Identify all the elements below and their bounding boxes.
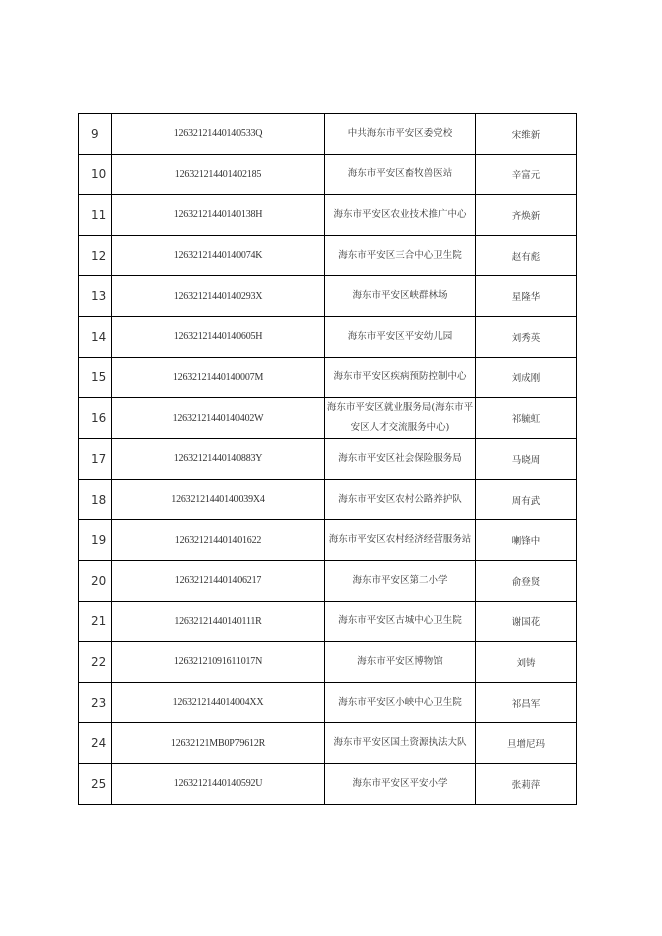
row-number: 9 bbox=[79, 114, 112, 155]
organization-cell: 海东市平安区畜牧兽医站 bbox=[325, 154, 476, 195]
row-number: 21 bbox=[79, 601, 112, 642]
credit-code-cell: 12632121440140402W bbox=[112, 398, 325, 439]
credit-code-cell: 12632121440140007M bbox=[112, 357, 325, 398]
credit-code-cell: 126321214401401622 bbox=[112, 520, 325, 561]
row-number: 22 bbox=[79, 642, 112, 683]
legal-representative-cell: 旦增尼玛 bbox=[476, 723, 577, 764]
legal-representative-cell: 张莉萍 bbox=[476, 763, 577, 804]
credit-code-cell: 12632121440140293X bbox=[112, 276, 325, 317]
row-number: 25 bbox=[79, 763, 112, 804]
table-row bbox=[79, 642, 577, 683]
organization-cell: 海东市平安区平安小学 bbox=[325, 763, 476, 804]
organization-cell: 海东市平安区国土资源执法大队 bbox=[325, 723, 476, 764]
table-body bbox=[79, 114, 577, 805]
credit-code-cell: 12632121440140074K bbox=[112, 235, 325, 276]
organization-cell: 海东市平安区疾病预防控制中心 bbox=[325, 357, 476, 398]
row-number: 20 bbox=[79, 560, 112, 601]
organization-cell: 海东市平安区平安幼儿园 bbox=[325, 316, 476, 357]
credit-code-cell: 12632121440140883Y bbox=[112, 439, 325, 480]
credit-code-cell: 12632121440140533Q bbox=[112, 114, 325, 155]
row-number: 16 bbox=[79, 398, 112, 439]
credit-code-cell: 12632121440140039X4 bbox=[112, 479, 325, 520]
legal-representative-cell: 辛富元 bbox=[476, 154, 577, 195]
organization-cell: 海东市平安区社会保险服务局 bbox=[325, 439, 476, 480]
organization-cell: 海东市平安区博物馆 bbox=[325, 642, 476, 683]
legal-representative-cell: 喇锋中 bbox=[476, 520, 577, 561]
legal-representative-cell: 马晓周 bbox=[476, 439, 577, 480]
row-number: 10 bbox=[79, 154, 112, 195]
credit-code-cell: 12632121440140605H bbox=[112, 316, 325, 357]
organization-cell: 中共海东市平安区委党校 bbox=[325, 114, 476, 155]
legal-representative-cell: 赵有彪 bbox=[476, 235, 577, 276]
legal-representative-cell: 俞登贤 bbox=[476, 560, 577, 601]
legal-representative-cell: 齐焕新 bbox=[476, 195, 577, 236]
organization-cell: 海东市平安区三合中心卫生院 bbox=[325, 235, 476, 276]
legal-representative-cell: 祁昌军 bbox=[476, 682, 577, 723]
legal-representative-cell: 周有武 bbox=[476, 479, 577, 520]
legal-representative-cell: 刘秀英 bbox=[476, 316, 577, 357]
row-number: 13 bbox=[79, 276, 112, 317]
row-number: 11 bbox=[79, 195, 112, 236]
organization-cell: 海东市平安区农村经济经营服务站 bbox=[325, 520, 476, 561]
row-number: 17 bbox=[79, 439, 112, 480]
organization-cell: 海东市平安区农业技术推广中心 bbox=[325, 195, 476, 236]
table-row bbox=[79, 682, 577, 723]
credit-code-cell: 12632121MB0P79612R bbox=[112, 723, 325, 764]
legal-representative-cell: 宋维新 bbox=[476, 114, 577, 155]
organization-cell: 海东市平安区峡群林场 bbox=[325, 276, 476, 317]
table-row bbox=[79, 195, 577, 236]
table-row bbox=[79, 560, 577, 601]
table-row bbox=[79, 357, 577, 398]
organization-cell: 海东市平安区农村公路养护队 bbox=[325, 479, 476, 520]
table-row bbox=[79, 235, 577, 276]
credit-code-cell: 12632121440140138H bbox=[112, 195, 325, 236]
organization-cell: 海东市平安区小峡中心卫生院 bbox=[325, 682, 476, 723]
row-number: 18 bbox=[79, 479, 112, 520]
table-row bbox=[79, 154, 577, 195]
legal-representative-cell: 祁毓虹 bbox=[476, 398, 577, 439]
credit-code-cell: 12632121440140592U bbox=[112, 763, 325, 804]
table-row bbox=[79, 398, 577, 439]
table-row bbox=[79, 439, 577, 480]
organization-cell: 海东市平安区就业服务局(海东市平安区人才交流服务中心) bbox=[325, 398, 476, 439]
row-number: 23 bbox=[79, 682, 112, 723]
credit-code-cell: 12632121091611017N bbox=[112, 642, 325, 683]
credit-code-cell: 1263212144014004XX bbox=[112, 682, 325, 723]
table-row bbox=[79, 601, 577, 642]
legal-representative-cell: 星隆华 bbox=[476, 276, 577, 317]
row-number: 15 bbox=[79, 357, 112, 398]
table-row bbox=[79, 479, 577, 520]
table-row bbox=[79, 520, 577, 561]
table-row bbox=[79, 114, 577, 155]
legal-representative-cell: 刘铸 bbox=[476, 642, 577, 683]
row-number: 19 bbox=[79, 520, 112, 561]
legal-representative-cell: 刘成刚 bbox=[476, 357, 577, 398]
credit-code-cell: 126321214401406217 bbox=[112, 560, 325, 601]
table-row bbox=[79, 723, 577, 764]
organization-cell: 海东市平安区第二小学 bbox=[325, 560, 476, 601]
row-number: 12 bbox=[79, 235, 112, 276]
table-row bbox=[79, 276, 577, 317]
credit-code-cell: 12632121440140111R bbox=[112, 601, 325, 642]
table-row bbox=[79, 316, 577, 357]
row-number: 24 bbox=[79, 723, 112, 764]
registration-table bbox=[78, 113, 577, 805]
table-row bbox=[79, 763, 577, 804]
organization-cell: 海东市平安区古城中心卫生院 bbox=[325, 601, 476, 642]
credit-code-cell: 126321214401402185 bbox=[112, 154, 325, 195]
row-number: 14 bbox=[79, 316, 112, 357]
legal-representative-cell: 谢国花 bbox=[476, 601, 577, 642]
